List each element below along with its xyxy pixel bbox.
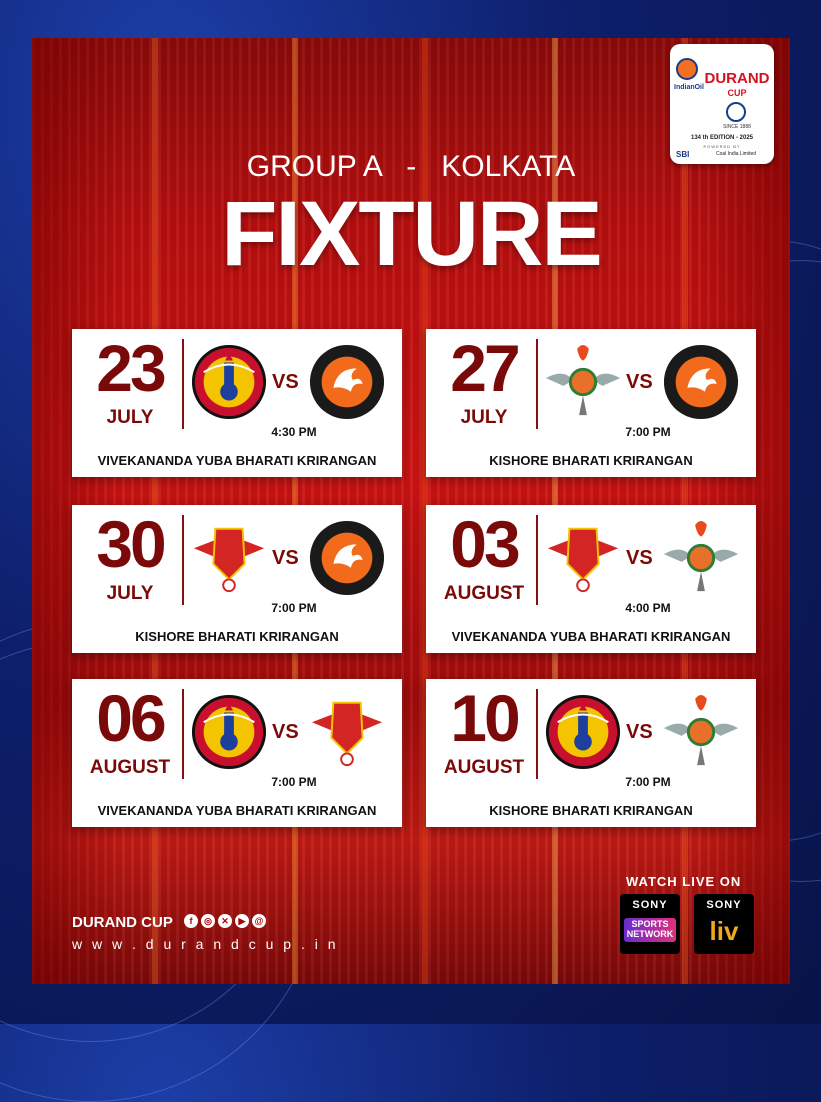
website-link[interactable]: w w w . d u r a n d c u p . i n [72,936,339,952]
vs-label: VS [272,371,299,393]
match-month: JULY [106,583,154,604]
sponsor-text: IndianOil [674,84,704,91]
liv-label: liv [709,916,739,946]
fixture-card [426,505,756,653]
divider [182,515,184,605]
logo-powered: POWERED BY [703,144,741,149]
divider [536,339,538,429]
match-day: 23 [96,331,164,405]
logo-edition: 134 th EDITION - 2025 [690,135,754,141]
match-day: 30 [96,507,164,581]
east-bengal-crest-icon [190,693,268,771]
match-day: 27 [450,331,518,405]
sony-label: SONY [632,899,668,911]
kickoff-time: 4:30 PM [271,425,317,439]
sports-network-label: SPORTS NETWORK [624,918,676,942]
venue: KISHORE BHARATI KRIRANGAN [135,629,339,644]
match-day: 10 [450,681,518,755]
kickoff-time: 7:00 PM [271,775,317,789]
venue: KISHORE BHARATI KRIRANGAN [489,803,693,818]
namdhari-crest-icon [190,519,268,597]
vs-label: VS [626,371,653,393]
south-united-crest-icon [308,343,386,421]
coal-india-logo: Coal India Limited [716,151,757,157]
fixture-card [72,679,402,827]
kickoff-time: 7:00 PM [625,775,671,789]
divider [536,515,538,605]
kickoff-time: 7:00 PM [625,425,671,439]
kickoff-time: 7:00 PM [271,601,317,615]
facebook-icon[interactable]: f [184,914,198,928]
watch-live-label: WATCH LIVE ON [626,874,742,889]
vs-label: VS [272,721,299,743]
match-month: JULY [460,407,508,428]
divider [182,339,184,429]
match-day: 03 [450,507,518,581]
logo-since: SINCE 1888 [723,124,751,130]
x-icon[interactable]: ✕ [218,914,232,928]
venue: KISHORE BHARATI KRIRANGAN [489,453,693,468]
logo-title: DURAND [704,70,770,87]
threads-icon[interactable]: @ [252,914,266,928]
vs-label: VS [626,721,653,743]
fixture-poster [32,38,790,984]
match-month: AUGUST [443,757,525,778]
south-united-crest-icon [308,519,386,597]
logo-cup: CUP [727,88,747,98]
venue: VIVEKANANDA YUBA BHARATI KRIRANGAN [451,629,731,644]
indian-air-force-crest-icon [662,519,740,597]
match-month: AUGUST [89,757,171,778]
sony-sports-network-logo [620,894,680,954]
football-icon [726,102,746,122]
east-bengal-crest-icon [544,693,622,771]
south-united-crest-icon [662,343,740,421]
divider [182,689,184,779]
group-heading: GROUP A - KOLKATA [246,150,576,183]
page-title: FIXTURE [221,183,601,285]
indian-air-force-crest-icon [662,693,740,771]
sbi-logo: SBI [676,150,690,159]
youtube-icon[interactable]: ▶ [235,914,249,928]
indian-air-force-crest-icon [544,343,622,421]
match-month: JULY [106,407,154,428]
sony-liv-logo [694,894,754,954]
fixture-card [426,679,756,827]
fixture-card [72,329,402,477]
namdhari-crest-icon [544,519,622,597]
match-month: AUGUST [443,583,525,604]
kickoff-time: 4:00 PM [625,601,671,615]
east-bengal-crest-icon [190,343,268,421]
social-links [184,914,266,928]
vs-label: VS [272,547,299,569]
match-day: 06 [96,681,164,755]
sony-label: SONY [706,899,742,911]
durand-cup-logo [670,44,774,164]
namdhari-crest-icon [308,693,386,771]
venue: VIVEKANANDA YUBA BHARATI KRIRANGAN [97,453,377,468]
divider [536,689,538,779]
instagram-icon[interactable]: ◎ [201,914,215,928]
vs-label: VS [626,547,653,569]
footer-brand: DURAND CUP [72,914,173,931]
venue: VIVEKANANDA YUBA BHARATI KRIRANGAN [97,803,377,818]
fixture-card [72,505,402,653]
indianoil-logo-icon [676,58,698,80]
fixture-card [426,329,756,477]
